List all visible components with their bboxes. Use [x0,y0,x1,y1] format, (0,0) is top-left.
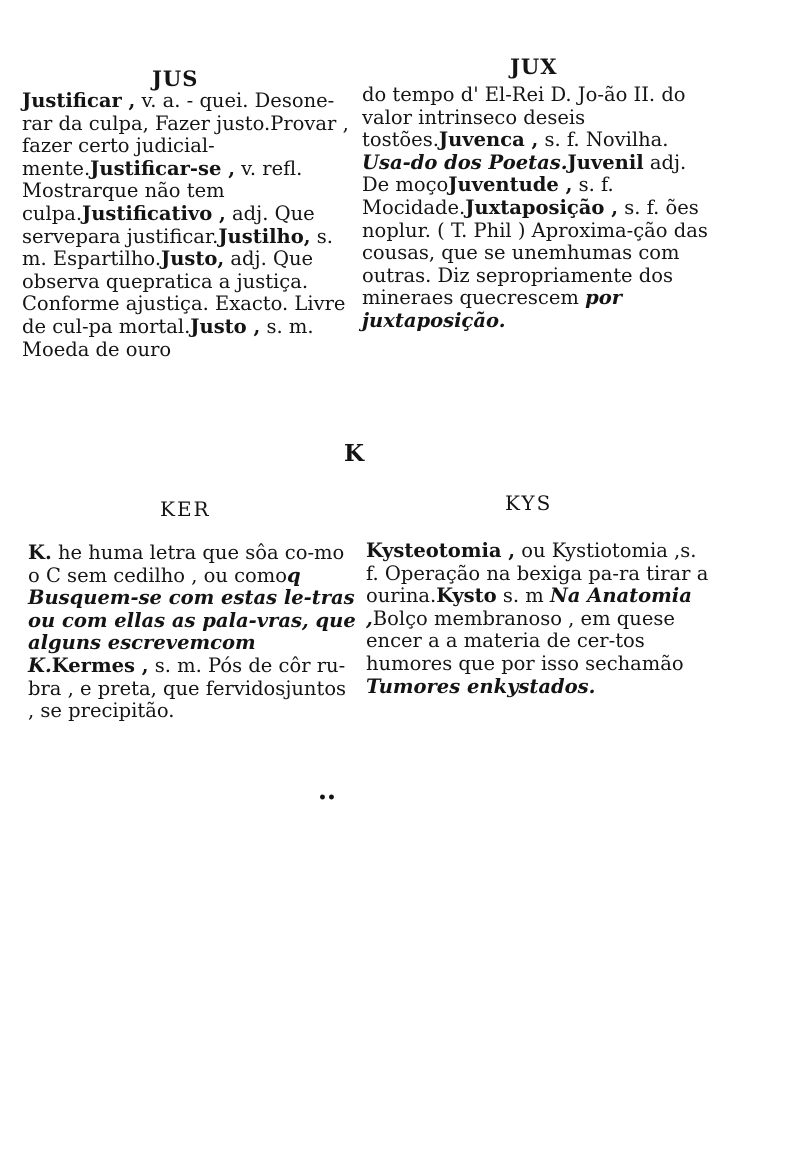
section-header-left: KER [160,497,211,521]
definition-text: do tempo d' El-Rei D. Jo- [362,83,604,106]
definition-text: ão II. do valor intrinseco de [362,83,686,129]
definition-text: mo o C sem cedilho , ou como [28,541,345,587]
entry-line [52,654,345,677]
section-header-right: KYS [505,491,553,515]
entry-line [75,225,218,248]
italic-text: do dos Poetas. [410,150,568,174]
entry-line [22,89,334,112]
entry-line [386,219,633,242]
headword: K. [28,541,52,564]
definition-text: chamão [606,651,684,675]
headword: Kysto [436,584,497,608]
italic-text: vras, que alguns escrevem [28,608,356,655]
italic-text: com K. [28,631,256,677]
definition-text: s. m. Espartilho. [22,224,333,271]
definition-text: se encer a a materia de cer- [366,606,675,653]
headword: Justificar-se , [90,156,235,180]
right-bottom-column [366,540,714,698]
definition-text: mente. [22,156,91,180]
italic-text: Na Anatomia , [366,584,692,630]
italic-text: q Busquem-se com estas le- [28,563,312,610]
footer-mark: •• [318,790,336,806]
entry-line [373,607,654,630]
definition-text: Provar , fazer certo judicial- [22,111,349,158]
definition-text: s. m [496,584,550,608]
entry-line [28,677,285,700]
definition-text: adj. Que observa que [22,247,314,293]
entry-line [89,315,191,338]
definition-text: humas com outras. Diz se [362,241,680,287]
definition-text: rar da culpa, Fazer justo. [22,111,271,135]
running-header-left: JUS [152,66,199,91]
headword: Kysteotomia , [366,539,516,562]
definition-text: s. m. Moeda de ouro [22,314,314,361]
italic-text: por juxtaposição. [362,286,622,332]
definition-text: tos humores que por isso se [366,629,645,675]
headword: Juxtaposição , [465,195,618,219]
definition-text: s. f. Mocidade. [362,173,614,219]
entry-line [22,112,270,135]
definition-text: adj. De moço [362,150,687,197]
definition-text: plur. ( T. Phil ) Aproxima- [386,218,634,242]
running-header-right: JUX [510,54,558,79]
definition-text: ção das cousas, que se unem [362,218,708,265]
definition-text: v. refl. Mostrar [22,156,303,203]
definition-text: s. f. ões no [362,195,699,242]
headword: Justo , [190,314,261,338]
headword: Juvenil [567,150,644,174]
headword: Justificar , [22,89,136,112]
left-bottom-column [28,542,358,723]
headword: Justificativo , [82,201,226,225]
definition-text: seis tostões. [362,105,586,152]
headword: Kermes , [51,653,149,677]
right-top-column [362,84,712,333]
entry-line [362,83,604,106]
italic-text: Usa- [362,150,411,174]
definition-text: bra , e preta, que fervidos [28,676,286,700]
definition-text: s. f. Operação na bexiga pa- [366,539,697,585]
section-letter: K [344,440,365,467]
definition-text: propriamente dos mineraes que [362,263,673,310]
definition-text: pa mortal. [88,314,191,338]
entry-line [411,151,568,174]
definition-text: s. f. Novilha. [538,128,669,152]
definition-text: ra tirar a ourina. [366,561,709,608]
headword: Justo, [161,247,225,271]
left-top-column [22,90,357,361]
definition-text: Bolço membranoso , em que [372,606,654,630]
definition-text: ou Kystiotomia , [515,539,681,562]
definition-text: he huma letra que sôa co- [51,541,315,564]
definition-text: juntos , se precipitão. [28,676,347,723]
definition-text: para justificar. [75,224,219,248]
italic-text: Tumores enkystados. [366,674,596,698]
entry-line [22,157,90,180]
definition-text: s. m. Pós de côr ru- [148,653,346,677]
definition-text: adj. Que serve [22,201,315,248]
entry-line [366,539,680,562]
definition-text: que não tem culpa. [22,179,225,225]
headword: Juventude , [448,173,573,197]
headword: Juvenca , [438,128,539,152]
definition-text: pratica a justiça. Conforme a [22,269,309,316]
entry-line [28,541,314,564]
italic-text: tras ou com ellas as pala- [28,586,355,632]
definition-text: justiça. Exacto. Livre de cul- [22,292,346,338]
headword: Justilho, [218,224,311,248]
definition-text: crescem [496,286,586,310]
definition-text: v. a. - quei. Desone- [135,89,335,112]
